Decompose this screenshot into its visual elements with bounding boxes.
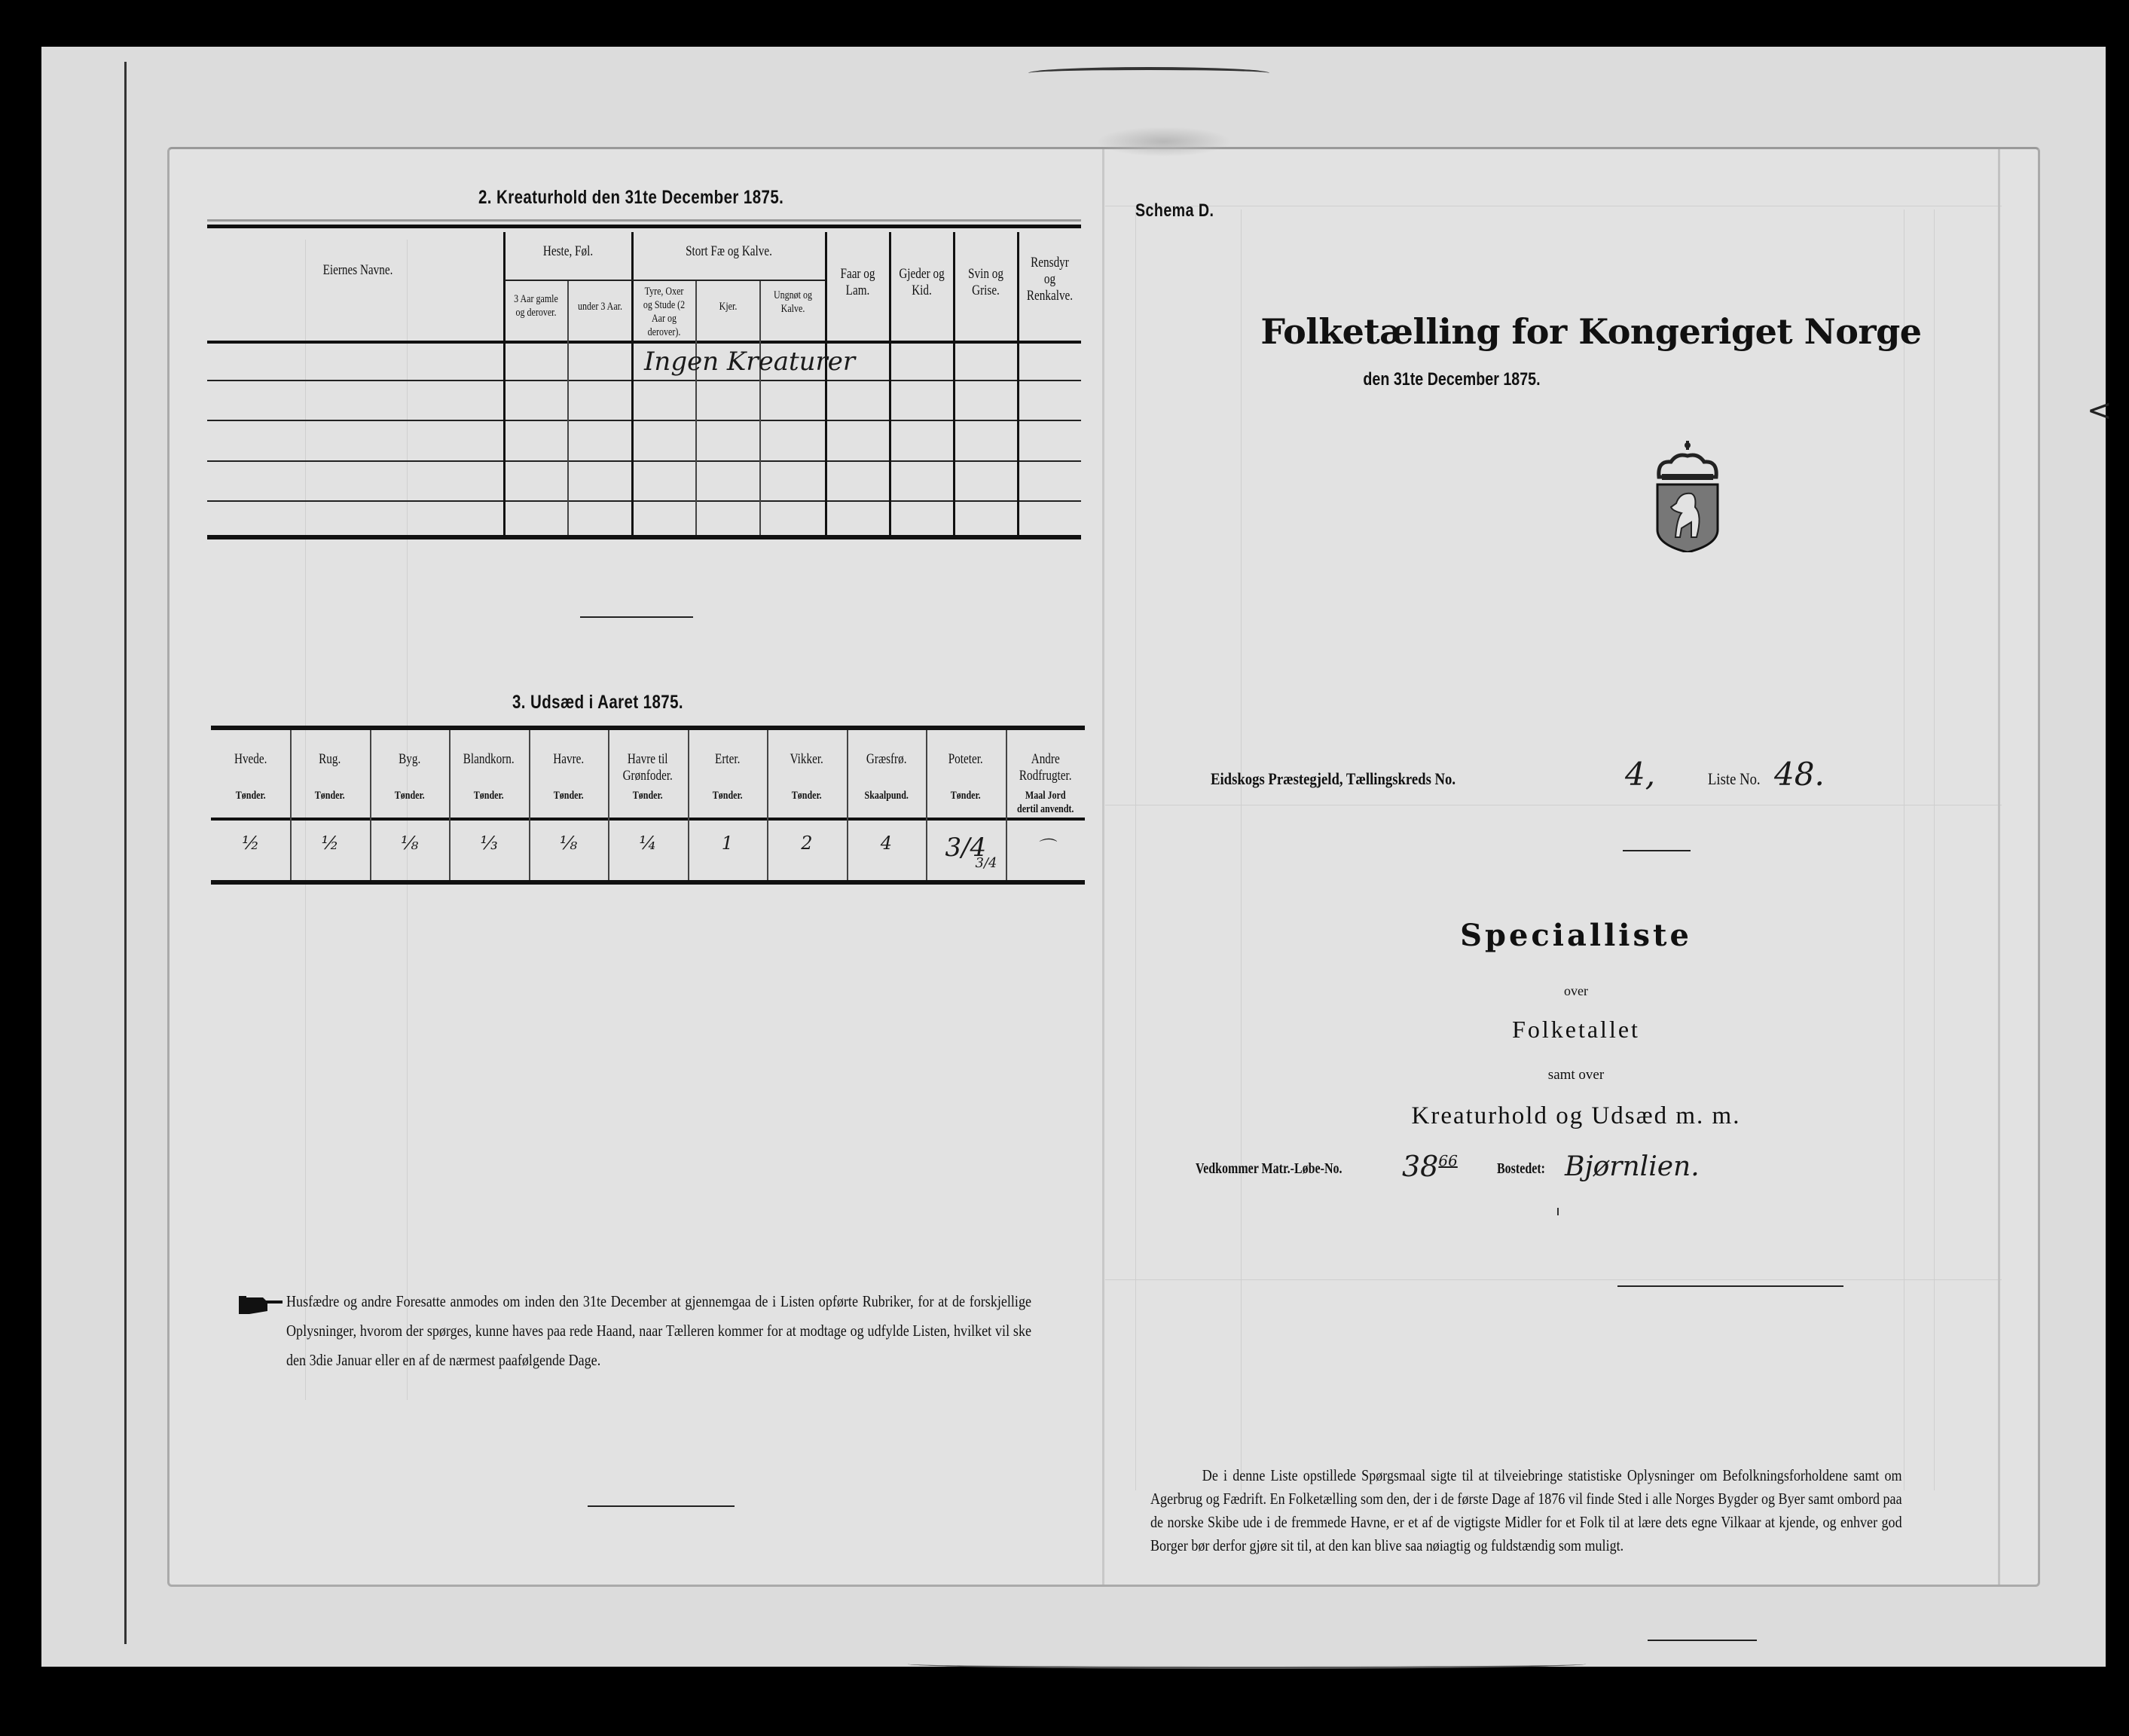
seed-top-rule: [211, 726, 1085, 730]
seed-col-unit: Tønder.: [235, 790, 266, 802]
seed-col-name: Havre til Grønfoder.: [622, 751, 674, 784]
seed-col-unit: Tønder.: [315, 790, 346, 802]
row-rule: [207, 380, 1081, 381]
page-spine: [1102, 149, 1104, 1585]
seed-col-line: [608, 730, 609, 880]
seed-header-rule: [211, 818, 1085, 821]
matr-label: Vedkommer Matr.-Løbe-No.: [1196, 1160, 1342, 1177]
left-page: [170, 149, 1102, 1585]
header-bottom-rule: [207, 341, 1081, 344]
table-top-faint-rule: [207, 219, 1081, 222]
header-sheep: Faar og Lam.: [840, 266, 875, 298]
seed-value: ⅛: [401, 833, 419, 854]
seed-col-name: Rug.: [319, 751, 341, 767]
row-rule: [207, 420, 1081, 421]
header-cattle-cows: Kjer.: [719, 301, 738, 313]
col-line: [953, 232, 955, 535]
section-divider: [580, 616, 693, 618]
page-edge: [1998, 149, 2000, 1585]
kreaturhold-text: Kreaturhold og Udsæd m. m.: [1411, 1102, 1741, 1129]
district-number: 4,: [1625, 756, 1656, 793]
seed-value: ½: [242, 833, 260, 854]
matr-number: [1402, 1150, 1458, 1183]
row-rule: [207, 500, 1081, 502]
over-text: over: [1564, 983, 1588, 998]
seed-value: 1: [721, 833, 734, 854]
seed-col-line: [688, 730, 689, 880]
col-line: [759, 281, 761, 535]
seed-col-line: [370, 730, 371, 880]
seed-bottom-rule: [211, 880, 1085, 885]
top-pencil-mark: [1028, 67, 1269, 79]
seed-value-note: 3/4: [975, 855, 997, 871]
seed-value: 4: [880, 833, 892, 854]
seed-col-line: [767, 730, 768, 880]
closing-rule: [588, 1505, 735, 1507]
bosted-label: Bostedet:: [1497, 1160, 1545, 1177]
header-pigs: Svin og Grise.: [968, 266, 1003, 298]
seed-col-unit: Tønder.: [791, 790, 822, 802]
pointing-hand-icon: [239, 1294, 284, 1316]
header-goats: Gjeder og Kid.: [899, 266, 945, 298]
col-line: [889, 232, 891, 535]
instruction-note: Husfædre og andre Foresatte anmodes om inden den 31te December at gjennemgaa de i Listen opførte Rubriker, for at de forskjellige Oplysninger, hvorom der spørges, kunne haves paa rede Haand, naar Tælleren kommer for at modtage og udfylde Listen, hvilket vil ske den 3die Januar eller en af de nærmest paafølgende Dage.: [286, 1292, 1031, 1369]
table-top-rule: [207, 225, 1081, 228]
list-number: 48.: [1774, 756, 1825, 793]
handwritten-no-livestock: Ingen Kreaturer: [644, 347, 856, 377]
col-line: [567, 281, 569, 535]
seed-col-unit: Maal Jord dertil anvendt.: [1016, 790, 1074, 815]
bottom-pencil-mark: [908, 1659, 1586, 1669]
matr-value: 38: [1402, 1150, 1439, 1183]
scan-edge-line: [124, 62, 127, 1644]
bleed-line: [1105, 1279, 2002, 1280]
seed-value: ⅓: [480, 833, 498, 854]
parish-label: Eidskogs Præstegjeld, Tællingskreds No.: [1211, 769, 1456, 788]
seed-col-line: [529, 730, 530, 880]
seed-col-unit: Tønder.: [474, 790, 505, 802]
seed-col-name: Havre.: [553, 751, 585, 767]
closing-rule: [1648, 1640, 1757, 1641]
col-line: [631, 232, 634, 535]
seed-col-unit: Tønder.: [553, 790, 584, 802]
main-title: Folketælling for Kongeriget Norge: [1260, 311, 1922, 352]
header-cattle-bulls: Tyre, Oxer og Stude (2 Aar og derover).: [643, 286, 686, 338]
seed-value: ⅛: [559, 833, 578, 854]
seed-title: 3. Udsæd i Aaret 1875.: [512, 692, 684, 713]
header-cattle-young: Ungnøt og Kalve.: [774, 289, 812, 315]
tick-mark: [1557, 1208, 1559, 1215]
header-reindeer: Rensdyr og Renkalve.: [1026, 255, 1074, 304]
matr-sup: 66: [1438, 1151, 1458, 1170]
seed-col-name: Hvede.: [234, 751, 267, 767]
divider: [1617, 1285, 1843, 1287]
header-owner-names: Eiernes Navne.: [322, 262, 393, 278]
folketallet-text: Folketallet: [1512, 1016, 1640, 1043]
header-horses-under3: under 3 Aar.: [578, 301, 622, 313]
seed-col-name: Andre Rodfrugter.: [1019, 751, 1072, 784]
group-divider: [505, 280, 825, 281]
seed-col-name: Vikker.: [790, 751, 824, 767]
table-bottom-rule: [207, 535, 1081, 539]
col-line: [503, 232, 506, 535]
specialliste-title: Specialliste: [1460, 918, 1692, 953]
seed-value: 2: [801, 833, 813, 854]
margin-mark: <: [2087, 393, 2112, 428]
seed-col-line: [290, 730, 292, 880]
col-line: [1017, 232, 1019, 535]
seed-col-unit: Tønder.: [950, 790, 981, 802]
header-cattle: Stort Fæ og Kalve.: [686, 243, 772, 259]
seed-col-name: Erter.: [714, 751, 741, 767]
schema-label: Schema D.: [1135, 200, 1214, 221]
bleed-line: [1135, 209, 1136, 1490]
livestock-title: 2. Kreaturhold den 31te December 1875.: [478, 187, 784, 208]
divider: [1623, 850, 1691, 851]
seed-col-name: Byg.: [399, 751, 421, 767]
samt-over-text: samt over: [1547, 1067, 1605, 1083]
list-label: Liste No.: [1708, 769, 1761, 788]
seed-value: ½: [321, 833, 339, 854]
seed-col-name: Græsfrø.: [866, 751, 907, 767]
seed-col-unit: Tønder.: [633, 790, 663, 802]
date-line: den 31te December 1875.: [1363, 369, 1541, 390]
header-horses-3plus: 3 Aar gamle og derover.: [514, 293, 558, 319]
row-rule: [207, 460, 1081, 462]
seed-col-unit: Tønder.: [394, 790, 425, 802]
bleed-line: [1241, 209, 1242, 1490]
bleed-line: [1934, 209, 1935, 1490]
seed-col-line: [449, 730, 451, 880]
col-line: [825, 232, 827, 535]
footer-note: De i denne Liste opstillede Spørgsmaal sigte til at tilveiebringe statistiske Oplysninger om Befolkningsforholdene samt om Agerbrug og Fædrift. En Folketælling som den, der i de første Dage af 1876 vil finde Sted i alle Norges Bygder og Byer samt ombord paa de norske Skibe ude i de fremmede Havne, er et af de vigtigste Midler for et Folk til at lære dets egne Vilkaar at kjende, og enhver god Borger bør derfor gjøre sit til, at den kan blive saa nøiagtig og fuldstændig som muligt.: [1150, 1466, 1902, 1554]
seed-value: ¼: [639, 833, 657, 854]
seed-value: 3/4: [945, 833, 987, 863]
seed-col-name: Poteter.: [948, 751, 983, 767]
census-document: [167, 147, 2040, 1587]
seed-col-name: Blandkorn.: [463, 751, 515, 767]
seed-col-unit: Skaalpund.: [864, 790, 909, 802]
bosted-value: Bjørnlien.: [1565, 1151, 1700, 1182]
col-line: [695, 281, 697, 535]
seed-value: ⌒: [1036, 837, 1055, 858]
norway-coat-of-arms-icon: [1650, 439, 1725, 552]
header-horses: Heste, Føl.: [542, 243, 594, 259]
seed-col-unit: Tønder.: [712, 790, 743, 802]
seed-col-line: [847, 730, 848, 880]
right-page: [1105, 149, 2038, 1585]
